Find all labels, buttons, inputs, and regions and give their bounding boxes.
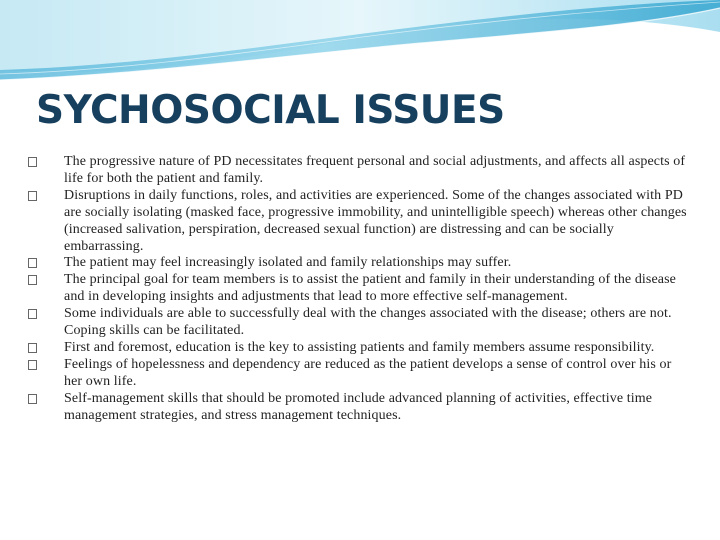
bullet-text: First and foremost, education is the key to assisting patients and family members assume responsibility. bbox=[64, 339, 655, 355]
list-item bbox=[28, 154, 688, 188]
slide-title: SYCHOSOCIAL ISSUES bbox=[36, 88, 505, 133]
bullet-text: Disruptions in daily functions, roles, and activities are experienced. Some of the changes associated with PD are socially isolating (masked face, progressive immobility, and unintelligible speech) whereas other changes (increased salivation, perspiration, decreased sexual function) are distressing and can be socially embarrassing. bbox=[64, 187, 687, 254]
bullet-text: Feelings of hopelessness and dependency are reduced as the patient develops a sense of control over his or her own life. bbox=[64, 356, 672, 389]
list-item bbox=[28, 340, 688, 357]
square-bullet-icon bbox=[28, 157, 37, 167]
bullet-text: The patient may feel increasingly isolated and family relationships may suffer. bbox=[64, 255, 512, 271]
bullet-text: The progressive nature of PD necessitates frequent personal and social adjustments, and affects all aspects of life for both the patient and family. bbox=[64, 154, 686, 186]
square-bullet-icon bbox=[28, 191, 37, 201]
square-bullet-icon bbox=[28, 275, 37, 285]
list-item bbox=[28, 272, 688, 306]
list-item bbox=[28, 306, 688, 340]
square-bullet-icon bbox=[28, 360, 37, 370]
header-wave-decoration bbox=[0, 0, 720, 90]
square-bullet-icon bbox=[28, 343, 37, 353]
square-bullet-icon bbox=[28, 394, 37, 404]
list-item bbox=[28, 391, 688, 425]
bullet-text: Some individuals are able to successfully deal with the changes associated with the disease; others are not. Coping skills can be facilitated. bbox=[64, 306, 672, 339]
bullet-text: Self-management skills that should be promoted include advanced planning of activities, effective time management strategies, and stress management techniques. bbox=[64, 390, 653, 423]
list-item bbox=[28, 255, 688, 272]
square-bullet-icon bbox=[28, 258, 37, 268]
bullet-text: The principal goal for team members is to assist the patient and family in their understanding of the disease and in developing insights and adjustments that lead to more effective self-management. bbox=[64, 272, 676, 305]
square-bullet-icon bbox=[28, 309, 37, 319]
list-item bbox=[28, 188, 688, 256]
bullet-list bbox=[28, 154, 688, 425]
list-item bbox=[28, 357, 688, 391]
